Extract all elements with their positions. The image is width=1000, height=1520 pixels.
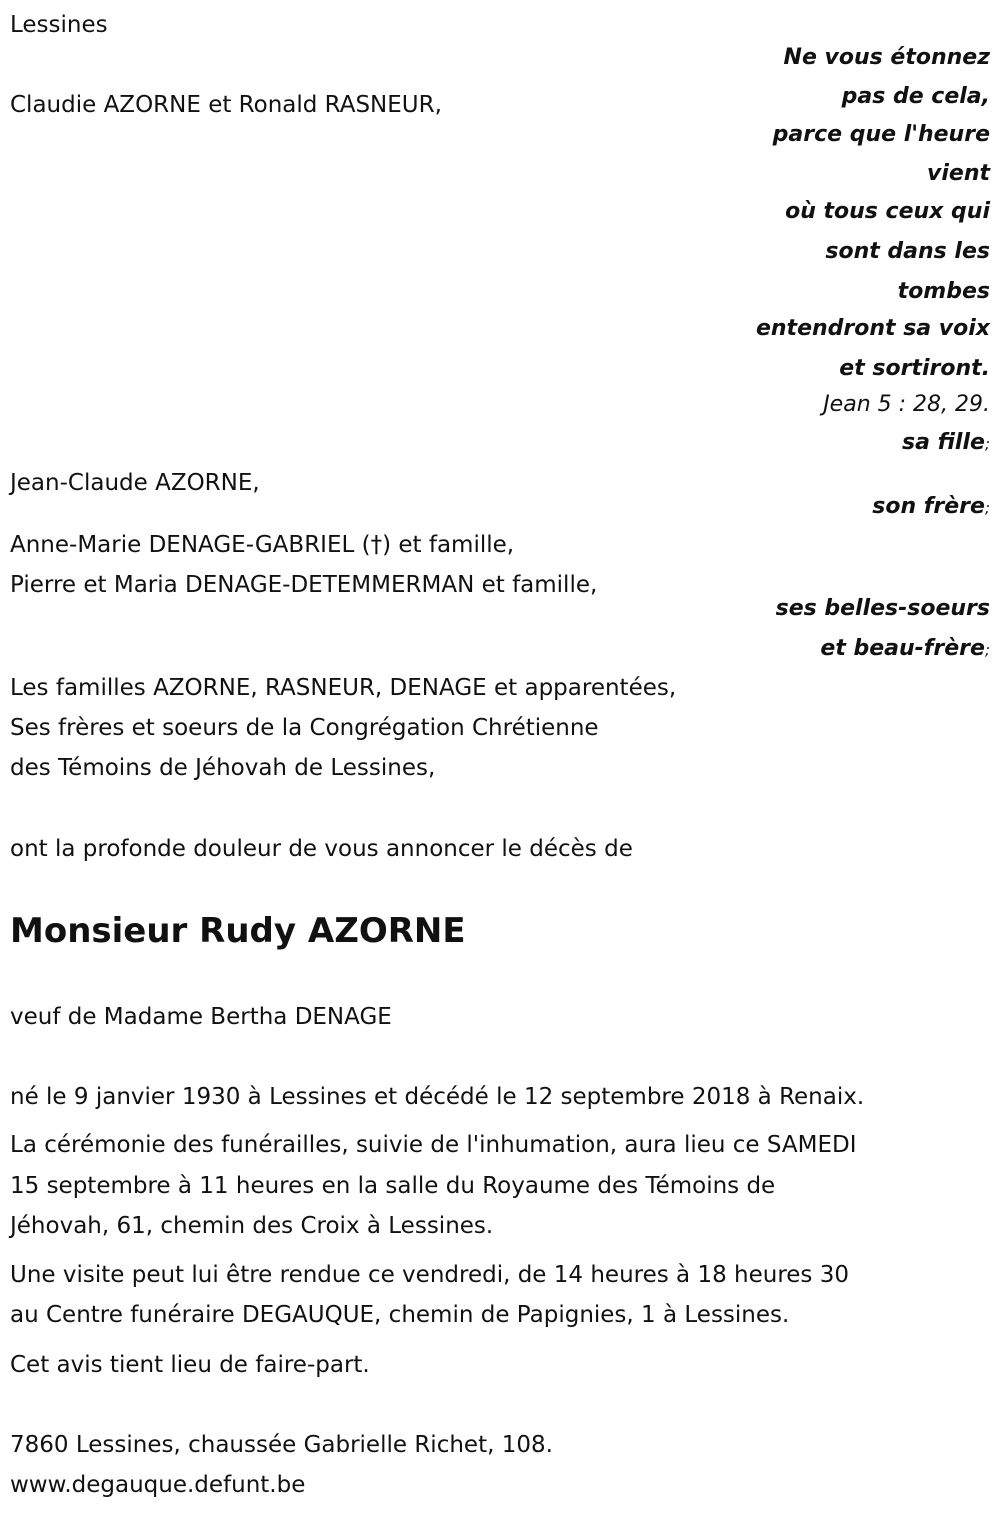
deceased-name: Monsieur Rudy AZORNE (10, 911, 466, 951)
header-place: Lessines (10, 12, 108, 38)
ceremony-line: La cérémonie des funérailles, suivie de l'inhumation, aura lieu ce SAMEDI (10, 1132, 857, 1158)
verse-line: et sortiront. (839, 356, 990, 381)
ceremony-line: 15 septembre à 11 heures en la salle du Royaume des Témoins de (10, 1173, 776, 1199)
announcement: ont la profonde douleur de vous annoncer le décès de (10, 836, 633, 862)
family-relation: sa fille; (902, 430, 990, 455)
verse-line: sont dans les (825, 239, 990, 264)
family-name: Pierre et Maria DENAGE-DETEMMERMAN et famille, (10, 572, 598, 598)
website-link[interactable]: www.degauque.defunt.be (10, 1472, 306, 1498)
verse-line: pas de cela, (841, 84, 990, 109)
birth-death: né le 9 janvier 1930 à Lessines et décédé le 12 septembre 2018 à Renaix. (10, 1084, 865, 1110)
verse-line: Ne vous étonnez (783, 45, 990, 70)
visit-line: au Centre funéraire DEGAUQUE, chemin de Papignies, 1 à Lessines. (10, 1302, 790, 1328)
family-name: Anne-Marie DENAGE-GABRIEL (†) et famille, (10, 532, 515, 558)
verse-line: vient (927, 161, 990, 186)
verse-line: entendront sa voix (755, 316, 990, 341)
family-relation: son frère; (872, 494, 990, 519)
verse-reference: Jean 5 : 28, 29. (823, 392, 990, 417)
verse-line: tombes (897, 279, 990, 304)
family-relation: et beau-frère; (820, 636, 990, 661)
family-name: Jean-Claude AZORNE, (10, 470, 260, 496)
verse-line: parce que l'heure (772, 122, 990, 147)
visit-line: Une visite peut lui être rendue ce vendredi, de 14 heures à 18 heures 30 (10, 1262, 849, 1288)
family-name: Ses frères et soeurs de la Congrégation Chrétienne (10, 715, 599, 741)
ceremony-line: Jéhovah, 61, chemin des Croix à Lessines. (10, 1213, 494, 1239)
family-name: Claudie AZORNE et Ronald RASNEUR, (10, 92, 442, 118)
family-relation: ses belles-soeurs (775, 596, 990, 621)
verse-line: où tous ceux qui (785, 199, 990, 224)
family-name: des Témoins de Jéhovah de Lessines, (10, 755, 436, 781)
widower-of: veuf de Madame Bertha DENAGE (10, 1004, 392, 1030)
family-name: Les familles AZORNE, RASNEUR, DENAGE et apparentées, (10, 675, 677, 701)
address: 7860 Lessines, chaussée Gabrielle Richet, 108. (10, 1432, 553, 1458)
notice: Cet avis tient lieu de faire-part. (10, 1352, 370, 1378)
